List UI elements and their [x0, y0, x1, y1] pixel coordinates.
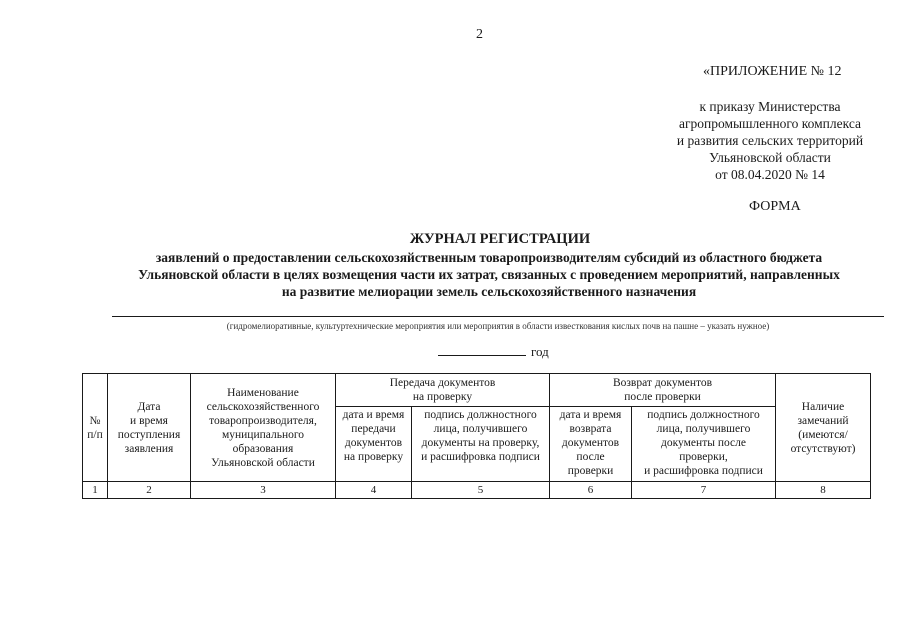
column-number: 7	[632, 482, 776, 499]
order-line-1: к приказу Министерства	[699, 99, 841, 114]
registration-table	[82, 373, 871, 499]
activity-type-fill-line	[112, 316, 884, 317]
column-number-row	[83, 482, 871, 499]
journal-title: ЖУРНАЛ РЕГИСТРАЦИИ	[409, 231, 591, 247]
appendix-title: «ПРИЛОЖЕНИЕ № 12	[703, 64, 842, 79]
journal-subtitle-line-1: заявлений о предоставлении сельскохозяйственным товаропроизводителям субсидий из областного бюджета	[155, 250, 823, 265]
form-label: ФОРМА	[749, 199, 801, 214]
order-line-5: от 08.04.2020 № 14	[715, 167, 825, 182]
column-number: 8	[776, 482, 871, 499]
year-fill-line	[438, 355, 526, 356]
column-number: 2	[108, 482, 191, 499]
order-line-2: агропромышленного комплекса	[679, 116, 861, 131]
column-number: 6	[550, 482, 632, 499]
column-number: 4	[336, 482, 412, 499]
order-line-3: и развития сельских территорий	[676, 133, 864, 148]
header-return-date: дата и время возврата документов после проверки	[550, 407, 632, 482]
order-line-4: Ульяновской области	[709, 150, 831, 165]
header-producer-name: Наименование сельскохозяйственного товаропроизводителя, муниципального образования Ульяновской области	[191, 374, 336, 482]
header-date-received: Дата и время поступления заявления	[108, 374, 191, 482]
order-reference	[650, 98, 890, 183]
header-return-group: Возврат документов после проверки	[550, 374, 776, 407]
activity-type-hint: (гидромелиоративные, культуртехнические мероприятия или мероприятия в области известкования кислых почв на пашне – указать нужное)	[226, 321, 770, 331]
journal-subtitle-line-2: Ульяновской области в целях возмещения части их затрат, связанных с проведением мероприятий, направленных	[138, 267, 840, 282]
header-remarks: Наличие замечаний (имеются/ отсутствуют)	[776, 374, 871, 482]
journal-subtitle-line-3: на развитие мелиорации земель сельскохозяйственного назначения	[281, 284, 697, 299]
page-number: 2	[476, 27, 483, 42]
header-return-signature: подпись должностного лица, получившего документы после проверки, и расшифровка подписи	[632, 407, 776, 482]
header-num: № п/п	[83, 374, 108, 482]
column-number: 3	[191, 482, 336, 499]
header-transfer-group: Передача документов на проверку	[336, 374, 550, 407]
year-label: год	[531, 344, 549, 359]
header-transfer-signature: подпись должностного лица, получившего документы на проверку, и расшифровка подписи	[412, 407, 550, 482]
header-transfer-date: дата и время передачи документов на проверку	[336, 407, 412, 482]
column-number: 1	[83, 482, 108, 499]
journal-subtitle	[80, 249, 898, 300]
column-number: 5	[412, 482, 550, 499]
